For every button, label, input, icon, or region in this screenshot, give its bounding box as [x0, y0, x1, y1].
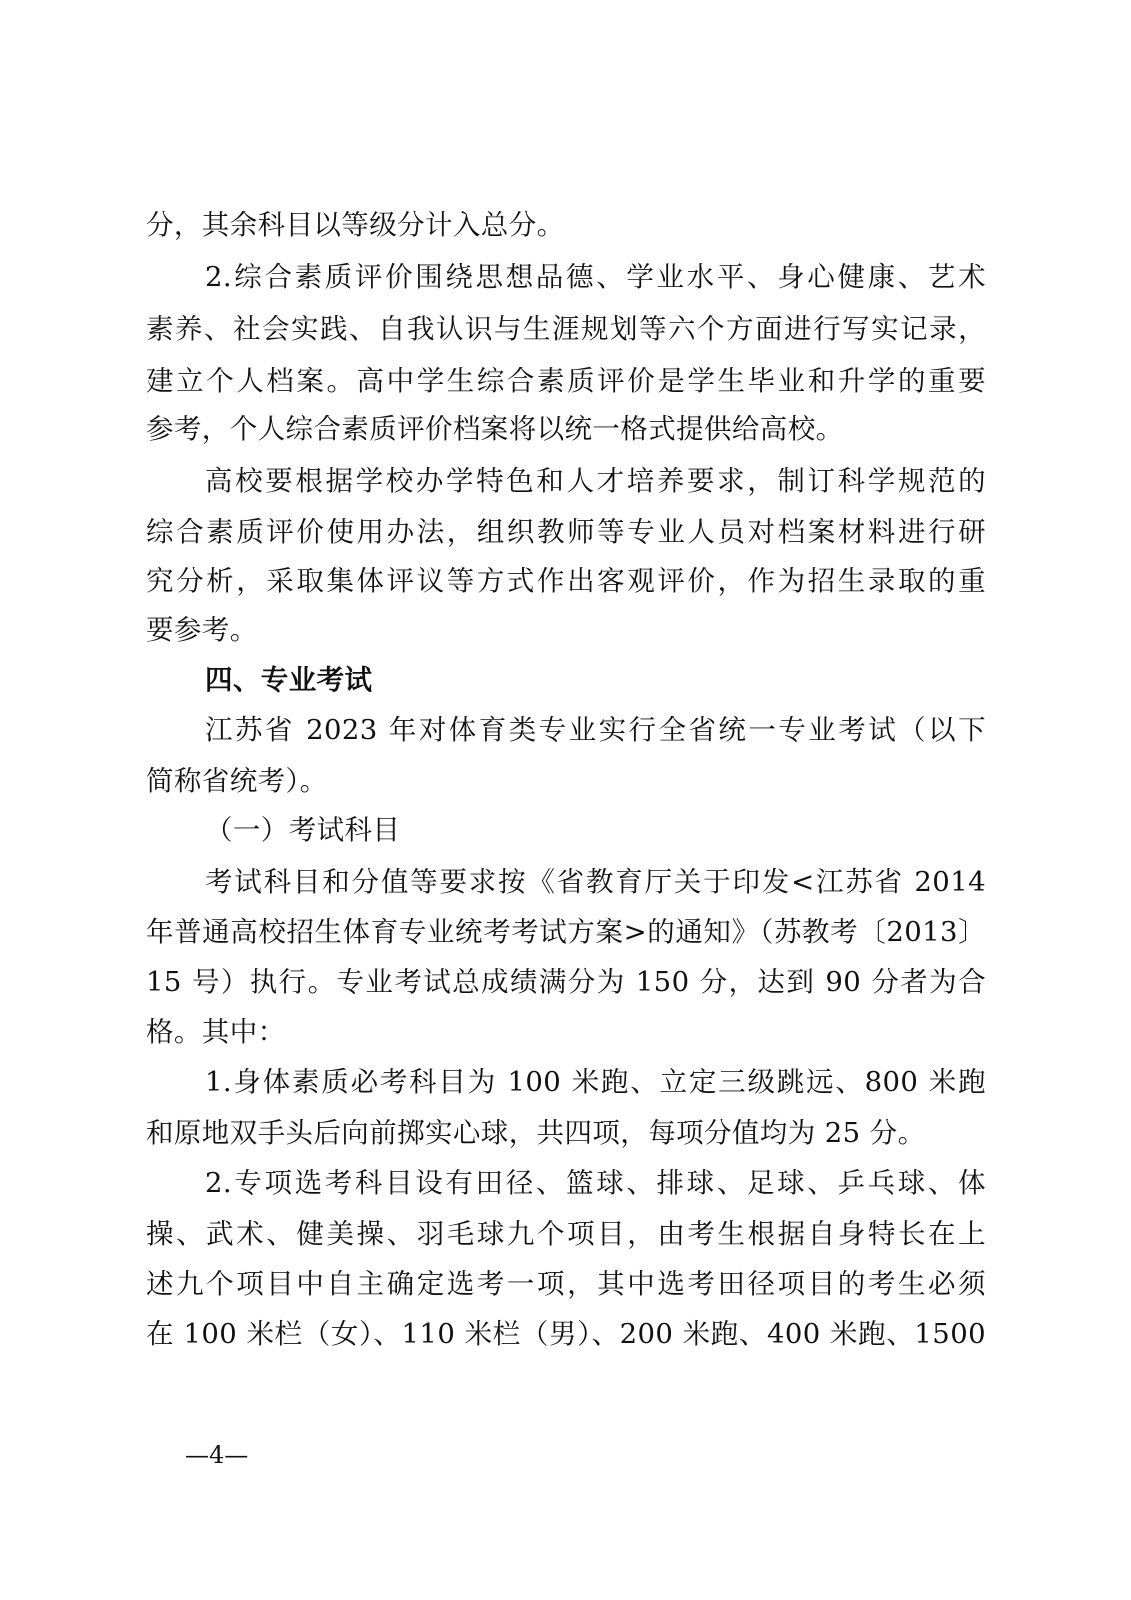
body-line: 考试科目和分值等要求按《省教育厅关于印发<江苏省 2014 [205, 866, 986, 898]
body-line: 操、武术、健美操、羽毛球九个项目，由考生根据自身特长在上 [146, 1218, 986, 1250]
body-line: 简称省统考）。 [146, 765, 328, 797]
body-line: 年普通高校招生体育专业统考考试方案>的通知》（苏教考〔2013〕 [146, 916, 986, 948]
body-line: 和原地双手头后向前掷实心球，共四项，每项分值均为 25 分。 [146, 1117, 926, 1149]
body-line: 高校要根据学校办学特色和人才培养要求，制订科学规范的 [205, 465, 986, 497]
body-line: 素养、社会实践、自我认识与生涯规划等六个方面进行写实记录， [146, 313, 986, 345]
body-line: 参考，个人综合素质评价档案将以统一格式提供给高校。 [146, 413, 844, 445]
body-line: 格。其中： [146, 1016, 286, 1048]
body-line: 建立个人档案。高中学生综合素质评价是学生毕业和升学的重要 [146, 365, 986, 397]
subsection-heading: （一）考试科目 [205, 814, 401, 846]
body-line: 15 号）执行。专业考试总成绩满分为 150 分，达到 90 分者为合 [146, 966, 986, 998]
body-line: 分，其余科目以等级分计入总分。 [146, 209, 565, 241]
body-line: 2.专项选考科目设有田径、篮球、排球、足球、乒乓球、体 [205, 1167, 986, 1199]
body-line: 江苏省 2023 年对体育类专业实行全省统一专业考试（以下 [205, 714, 986, 746]
body-line: 1.身体素质必考科目为 100 米跑、立定三级跳远、800 米跑 [205, 1066, 986, 1098]
body-line: 在 100 米栏（女）、110 米栏（男）、200 米跑、400 米跑、1500 [146, 1318, 986, 1350]
body-line: 2.综合素质评价围绕思想品德、学业水平、身心健康、艺术 [205, 261, 986, 293]
body-line: 究分析，采取集体评议等方式作出客观评价，作为招生录取的重 [146, 565, 986, 597]
body-line: 述九个项目中自主确定选考一项，其中选考田径项目的考生必须 [146, 1268, 986, 1300]
page-number: —4— [185, 1441, 249, 1469]
section-heading: 四、专业考试 [205, 664, 373, 696]
body-line: 要参考。 [146, 614, 258, 646]
body-line: 综合素质评价使用办法，组织教师等专业人员对档案材料进行研 [146, 516, 986, 548]
